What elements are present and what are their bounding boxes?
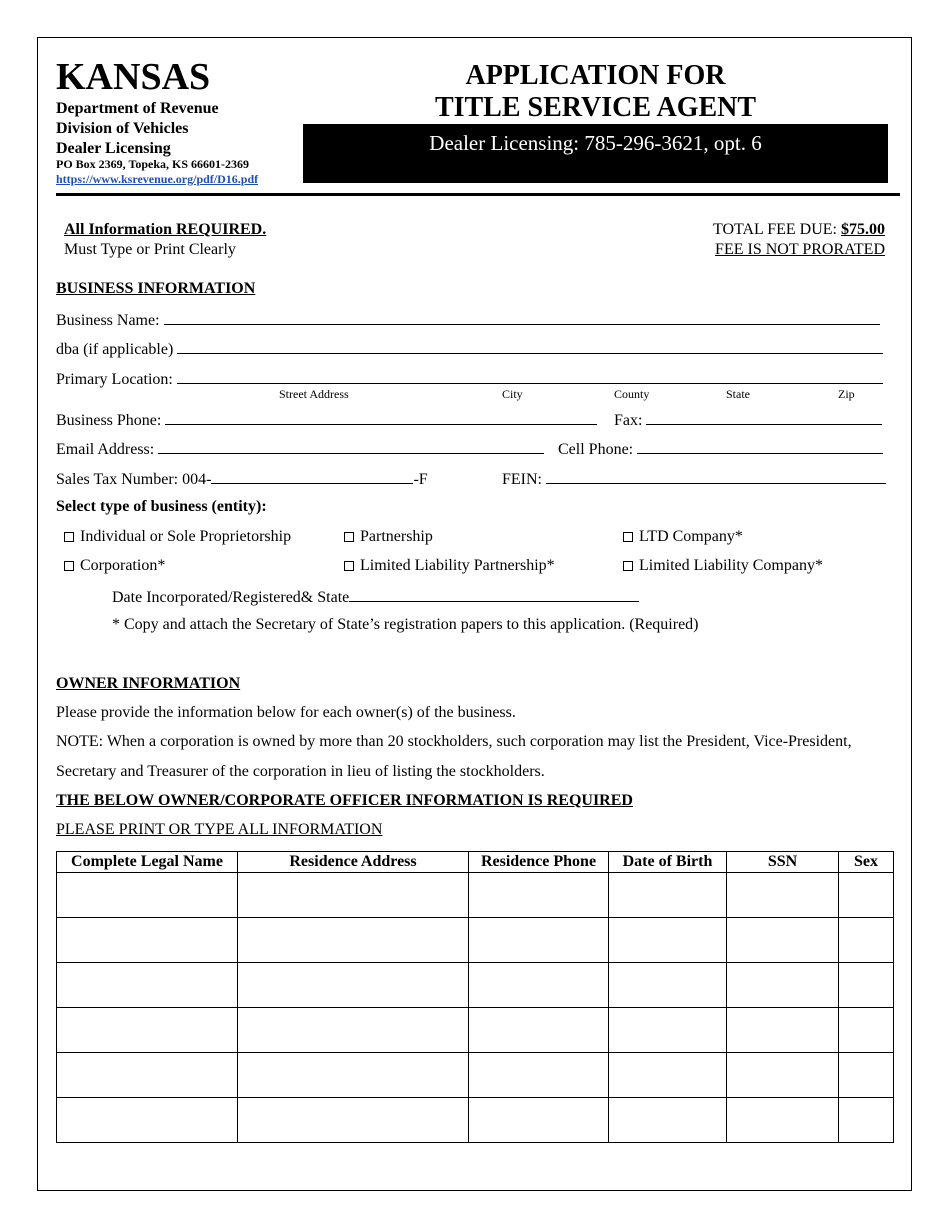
checkbox-icon[interactable] xyxy=(64,561,74,571)
email-label: Email Address: xyxy=(56,441,155,458)
fax-label: Fax: xyxy=(614,412,643,429)
checkbox-icon[interactable] xyxy=(623,561,633,571)
business-name-field[interactable] xyxy=(164,310,880,325)
date-of-birth-cell[interactable] xyxy=(609,1008,727,1053)
business-phone-row xyxy=(56,410,597,430)
dba-label: dba (if applicable) xyxy=(56,341,174,358)
checkbox-icon[interactable] xyxy=(623,532,633,542)
entity-option-ltd-company[interactable] xyxy=(623,528,743,546)
primary-location-field[interactable] xyxy=(177,369,883,384)
residence-address-cell[interactable] xyxy=(238,873,469,918)
table-row xyxy=(57,1098,894,1143)
owner-info-heading: OWNER INFORMATION xyxy=(56,675,241,692)
column-header: Complete Legal Name xyxy=(57,852,238,873)
business-phone-label: Business Phone: xyxy=(56,412,162,429)
business-info-heading: BUSINESS INFORMATION xyxy=(56,280,256,297)
sex-cell[interactable] xyxy=(839,918,894,963)
cell-phone-row xyxy=(558,439,883,459)
state-caption: State xyxy=(726,387,750,401)
residence-address-cell[interactable] xyxy=(238,1008,469,1053)
sex-cell[interactable] xyxy=(839,963,894,1008)
sales-tax-field[interactable] xyxy=(211,469,413,484)
header-divider xyxy=(56,193,900,196)
sex-cell[interactable] xyxy=(839,1053,894,1098)
table-row xyxy=(57,1053,894,1098)
print-all-note: PLEASE PRINT OR TYPE ALL INFORMATION xyxy=(56,821,383,838)
date-incorporated-field[interactable] xyxy=(349,587,639,602)
column-header: Residence Phone xyxy=(469,852,609,873)
residence-phone-cell[interactable] xyxy=(469,1008,609,1053)
fax-row xyxy=(614,410,882,430)
residence-address-cell[interactable] xyxy=(238,1098,469,1143)
owner-required-heading: THE BELOW OWNER/CORPORATE OFFICER INFORMATION IS REQUIRED xyxy=(56,792,633,809)
legal-name-cell[interactable] xyxy=(57,1008,238,1053)
residence-phone-cell[interactable] xyxy=(469,1098,609,1143)
info-required-note: All Information REQUIRED. xyxy=(64,221,267,238)
entity-heading: Select type of business (entity): xyxy=(56,498,267,515)
department-name: Department of Revenue xyxy=(56,100,219,117)
secretary-of-state-note: * Copy and attach the Secretary of State’s registration papers to this application. (Required) xyxy=(112,616,699,633)
sex-cell[interactable] xyxy=(839,1098,894,1143)
total-fee xyxy=(713,221,885,239)
entity-option-label: Corporation* xyxy=(80,557,166,574)
column-header: Residence Address xyxy=(238,852,469,873)
entity-option-sole-proprietorship[interactable] xyxy=(64,528,291,546)
type-print-note: Must Type or Print Clearly xyxy=(64,241,236,258)
ssn-cell[interactable] xyxy=(727,963,839,1008)
email-field[interactable] xyxy=(158,439,544,454)
entity-option-llp[interactable] xyxy=(344,557,555,575)
legal-name-cell[interactable] xyxy=(57,963,238,1008)
mailing-address: PO Box 2369, Topeka, KS 66601-2369 xyxy=(56,157,250,171)
zip-caption: Zip xyxy=(838,387,855,401)
legal-name-cell[interactable] xyxy=(57,918,238,963)
ssn-cell[interactable] xyxy=(727,918,839,963)
legal-name-cell[interactable] xyxy=(57,873,238,918)
checkbox-icon[interactable] xyxy=(64,532,74,542)
primary-location-row xyxy=(56,369,883,389)
legal-name-cell[interactable] xyxy=(57,1098,238,1143)
date-of-birth-cell[interactable] xyxy=(609,873,727,918)
residence-phone-cell[interactable] xyxy=(469,873,609,918)
owner-instruction: Please provide the information below for each owner(s) of the business. xyxy=(56,704,516,721)
cell-phone-label: Cell Phone: xyxy=(558,441,634,458)
ssn-cell[interactable] xyxy=(727,1008,839,1053)
fein-field[interactable] xyxy=(546,469,886,484)
ssn-cell[interactable] xyxy=(727,1098,839,1143)
owner-note-line1: NOTE: When a corporation is owned by more than 20 stockholders, such corporation may list the President, Vice-President, xyxy=(56,733,852,750)
entity-option-corporation[interactable] xyxy=(64,557,165,575)
dba-field[interactable] xyxy=(177,339,883,354)
fee-label: TOTAL FEE DUE: xyxy=(712,221,841,238)
owner-table xyxy=(56,851,894,1143)
date-of-birth-cell[interactable] xyxy=(609,963,727,1008)
residence-phone-cell[interactable] xyxy=(469,963,609,1008)
owner-note-line2: Secretary and Treasurer of the corporation in lieu of listing the stockholders. xyxy=(56,763,545,780)
owner-table-header xyxy=(57,852,894,873)
legal-name-cell[interactable] xyxy=(57,1053,238,1098)
residence-address-cell[interactable] xyxy=(238,918,469,963)
date-incorporated-row xyxy=(112,587,639,607)
date-of-birth-cell[interactable] xyxy=(609,918,727,963)
fax-field[interactable] xyxy=(646,410,882,425)
checkbox-icon[interactable] xyxy=(344,532,354,542)
entity-option-label: Limited Liability Partnership* xyxy=(360,557,555,574)
residence-address-cell[interactable] xyxy=(238,1053,469,1098)
sales-tax-label: Sales Tax Number: 004- xyxy=(56,471,212,488)
business-phone-field[interactable] xyxy=(165,410,597,425)
fee-amount: $75.00 xyxy=(841,221,885,238)
column-header: Sex xyxy=(839,852,894,873)
form-title-line2: TITLE SERVICE AGENT xyxy=(434,92,757,123)
date-of-birth-cell[interactable] xyxy=(609,1098,727,1143)
entity-option-label: LTD Company* xyxy=(639,528,743,545)
fein-label: FEIN: xyxy=(502,471,542,488)
date-of-birth-cell[interactable] xyxy=(609,1053,727,1098)
business-name-row xyxy=(56,310,880,330)
business-name-label: Business Name: xyxy=(56,312,160,329)
entity-option-partnership[interactable] xyxy=(344,528,433,546)
email-row xyxy=(56,439,544,459)
sales-tax-row xyxy=(56,469,428,489)
table-row xyxy=(57,873,894,918)
fein-row xyxy=(502,469,886,489)
state-title: KANSAS xyxy=(56,56,211,98)
entity-option-label: Individual or Sole Proprietorship xyxy=(80,528,292,545)
column-header: Date of Birth xyxy=(609,852,727,873)
residence-address-cell[interactable] xyxy=(238,963,469,1008)
form-url-link[interactable]: https://www.ksrevenue.org/pdf/D16.pdf xyxy=(56,172,259,186)
sex-cell[interactable] xyxy=(839,873,894,918)
county-caption: County xyxy=(614,387,650,401)
residence-phone-cell[interactable] xyxy=(469,918,609,963)
entity-option-label: Limited Liability Company* xyxy=(639,557,823,574)
fee-not-prorated: FEE IS NOT PRORATED xyxy=(715,241,885,258)
division-name: Division of Vehicles xyxy=(56,120,189,137)
table-row xyxy=(57,1008,894,1053)
dba-row xyxy=(56,339,883,359)
date-incorporated-label: Date Incorporated/Registered& State xyxy=(112,589,350,606)
ssn-cell[interactable] xyxy=(727,873,839,918)
column-header: SSN xyxy=(727,852,839,873)
sales-tax-suffix: -F xyxy=(413,471,428,488)
unit-name: Dealer Licensing xyxy=(56,140,171,157)
city-caption: City xyxy=(502,387,523,401)
checkbox-icon[interactable] xyxy=(344,561,354,571)
form-title-line1: APPLICATION FOR xyxy=(465,60,726,91)
sex-cell[interactable] xyxy=(839,1008,894,1053)
street-address-caption: Street Address xyxy=(279,387,349,401)
entity-option-label: Partnership xyxy=(360,528,433,545)
cell-phone-field[interactable] xyxy=(637,439,883,454)
table-row xyxy=(57,918,894,963)
phone-banner: Dealer Licensing: 785-296-3621, opt. 6 xyxy=(303,124,888,183)
residence-phone-cell[interactable] xyxy=(469,1053,609,1098)
ssn-cell[interactable] xyxy=(727,1053,839,1098)
table-row xyxy=(57,963,894,1008)
entity-option-llc[interactable] xyxy=(623,557,823,575)
primary-location-label: Primary Location: xyxy=(56,371,173,388)
